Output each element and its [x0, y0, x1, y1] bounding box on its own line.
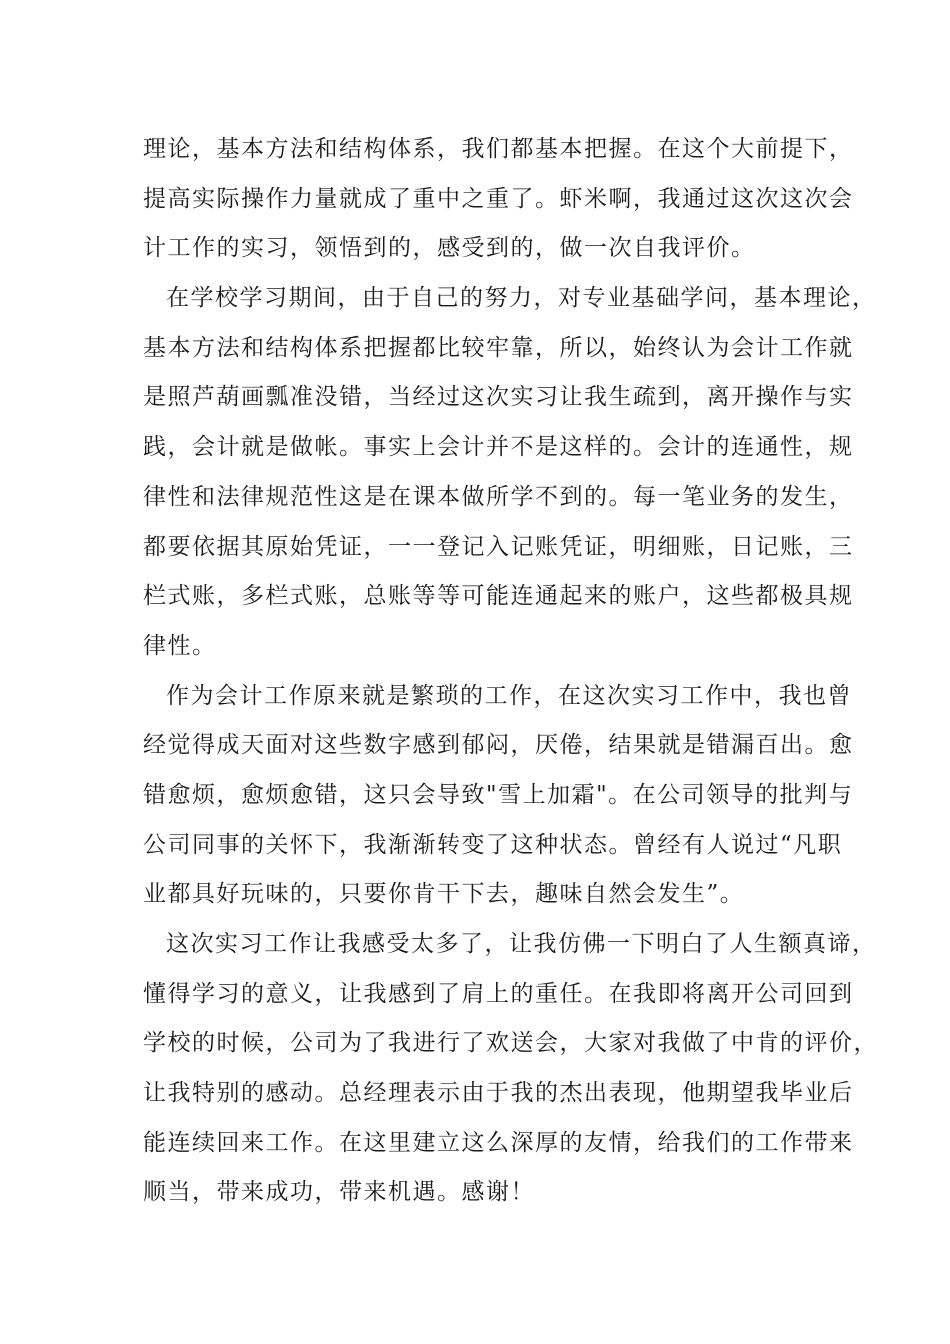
text-line: 经觉得成天面对这些数字感到郁闷，厌倦，结果就是错漏百出。愈 [143, 732, 854, 759]
text-line: 懂得学习的意义，让我感到了肩上的重任。在我即将离开公司回到 [143, 980, 854, 1007]
text-line: 公司同事的关怀下，我渐渐转变了这种状态。曾经有人说过“凡职 [143, 831, 843, 858]
text-line: 业都具好玩味的，只要你肯干下去，趣味自然会发生”。 [143, 881, 745, 908]
paragraph-start-line: 在学校学习期间，由于自己的努力，对专业基础学问，基本理论， [166, 285, 877, 312]
text-line: 学校的时候，公司为了我进行了欢送会，大家对我做了中肯的评价， [143, 1030, 878, 1057]
text-line: 计工作的实习，领悟到的，感受到的，做一次自我评价。 [143, 235, 756, 262]
text-line: 律性。 [143, 632, 217, 659]
text-line: 顺当，带来成功，带来机遇。感谢！ [143, 1179, 535, 1206]
text-line: 都要依据其原始凭证，一一登记入记账凭证，明细账，日记账，三 [143, 533, 854, 560]
text-line: 理论，基本方法和结构体系，我们都基本把握。在这个大前提下， [143, 136, 854, 162]
text-line: 提高实际操作力量就成了重中之重了。虾米啊，我通过这次这次会 [143, 185, 854, 212]
text-line: 基本方法和结构体系把握都比较牢靠，所以，始终认为会计工作就 [143, 334, 854, 361]
text-line: 践，会计就是做帐。事实上会计并不是这样的。会计的连通性，规 [143, 434, 854, 461]
body-text [143, 125, 878, 1218]
text-line: 错愈烦，愈烦愈错，这只会导致"雪上加霜"。在公司领导的批判与 [143, 781, 854, 808]
text-line: 栏式账，多栏式账，总账等等可能连通起来的账户，这些都极具规 [143, 583, 854, 610]
text-line: 是照芦葫画瓢准没错，当经过这次实习让我生疏到，离开操作与实 [143, 384, 854, 411]
text-line: 让我特别的感动。总经理表示由于我的杰出表现，他期望我毕业后 [143, 1080, 854, 1107]
paragraph-start-line: 这次实习工作让我感受太多了，让我仿佛一下明白了人生额真谛， [166, 931, 877, 957]
paragraph-start-line: 作为会计工作原来就是繁琐的工作，在这次实习工作中，我也曾 [166, 682, 852, 709]
text-line: 能连续回来工作。在这里建立这么深厚的友情，给我们的工作带来 [143, 1129, 854, 1156]
text-line: 律性和法律规范性这是在课本做所学不到的。每一笔业务的发生， [143, 483, 854, 510]
